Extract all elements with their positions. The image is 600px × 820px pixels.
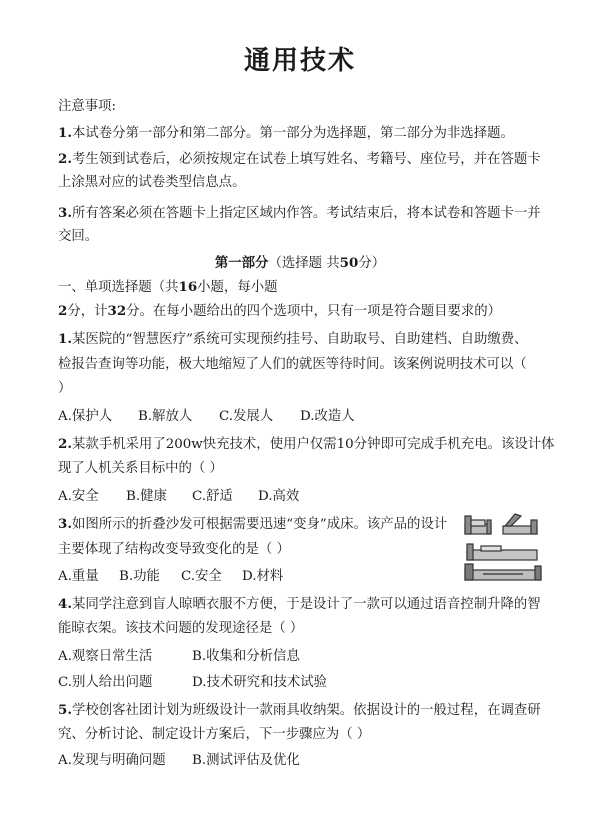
section1-line2: 2分，计32分。在每小题给出的四个选项中，只有一项是符合题目要求的） [58, 303, 502, 319]
option-c: C.别人给出问题 [58, 675, 153, 690]
question-1: 1.某医院的“智慧医疗”系统可实现预约挂号、自助取号、自助建档、自助缴费、 [58, 331, 528, 347]
option-c: C.安全 [181, 569, 222, 584]
option-c: C.发展人 [219, 409, 274, 424]
option-d: D.高效 [258, 489, 300, 504]
page-title: 通用技术 [243, 46, 356, 76]
option-b: B.收集和分析信息 [192, 649, 300, 664]
option-d: D.材料 [242, 569, 284, 584]
question-3-cont: 主要体现了结构改变导致变化的是（ ） [58, 542, 290, 557]
notice-item-3: 3.所有答案必须在答题卡上指定区域内作答。考试结束后，将本试卷和答题卡一并 [58, 205, 541, 221]
option-b: B.功能 [119, 569, 160, 584]
part1-heading: 第一部分（选择题 共50分） [214, 255, 386, 271]
option-a: A.重量 [58, 569, 99, 584]
option-b: B.测试评估及优化 [192, 753, 300, 768]
question-4-cont: 能晾衣架。该技术问题的发现途径是（ ） [58, 621, 304, 636]
option-d: D.改造人 [300, 409, 355, 424]
option-d: D.技术研究和技术试验 [192, 675, 328, 690]
question-5: 5.学校创客社团计划为班级设计一款雨具收纳架。依据设计的一般过程，在调查研 [58, 702, 541, 718]
question-1-cont: 检报告查询等功能，极大地缩短了人们的就医等待时间。该案例说明技术可以（ [58, 357, 527, 372]
option-b: B.健康 [126, 489, 167, 504]
option-a: A.安全 [58, 489, 99, 504]
notice-item-1: 1.本试卷分第一部分和第二部分。第一部分为选择题，第二部分为非选择题。 [58, 125, 514, 141]
question-2-cont: 现了人机关系目标中的（ ） [58, 461, 223, 476]
notice-item-2: 2.考生领到试卷后，必须按规定在试卷上填写姓名、考籍号、座位号，并在答题卡 [58, 151, 541, 167]
question-2: 2.某款手机采用了200w快充技术，使用户仅需10分钟即可完成手机充电。该设计体 [58, 436, 555, 452]
sofa-icon [465, 514, 541, 580]
question-5-cont: 究、分析讨论、制定设计方案后，下一步骤应为（ ） [58, 727, 371, 742]
option-a: A.发现与明确问题 [58, 753, 166, 768]
option-a: A.观察日常生活 [58, 649, 153, 664]
option-c: C.舒适 [192, 489, 233, 504]
section1-line1: 一、单项选择题（共16小题，每小题 [58, 279, 278, 295]
notice-heading: 注意事项: [58, 99, 117, 114]
option-b: B.解放人 [138, 409, 193, 424]
question-4: 4.某同学注意到盲人晾晒衣服不方便，于是设计了一款可以通过语音控制升降的智 [58, 596, 541, 612]
question-1-cont-2: ） [58, 381, 72, 396]
folding-sofa-figure [463, 510, 543, 586]
notice-item-3-cont: 交回。 [58, 229, 99, 244]
notice-item-2-cont: 上涂黑对应的试卷类型信息点。 [58, 175, 246, 190]
option-a: A.保护人 [58, 409, 113, 424]
question-3: 3.如图所示的折叠沙发可根据需要迅速“变身”成床。该产品的设计 [58, 516, 448, 532]
